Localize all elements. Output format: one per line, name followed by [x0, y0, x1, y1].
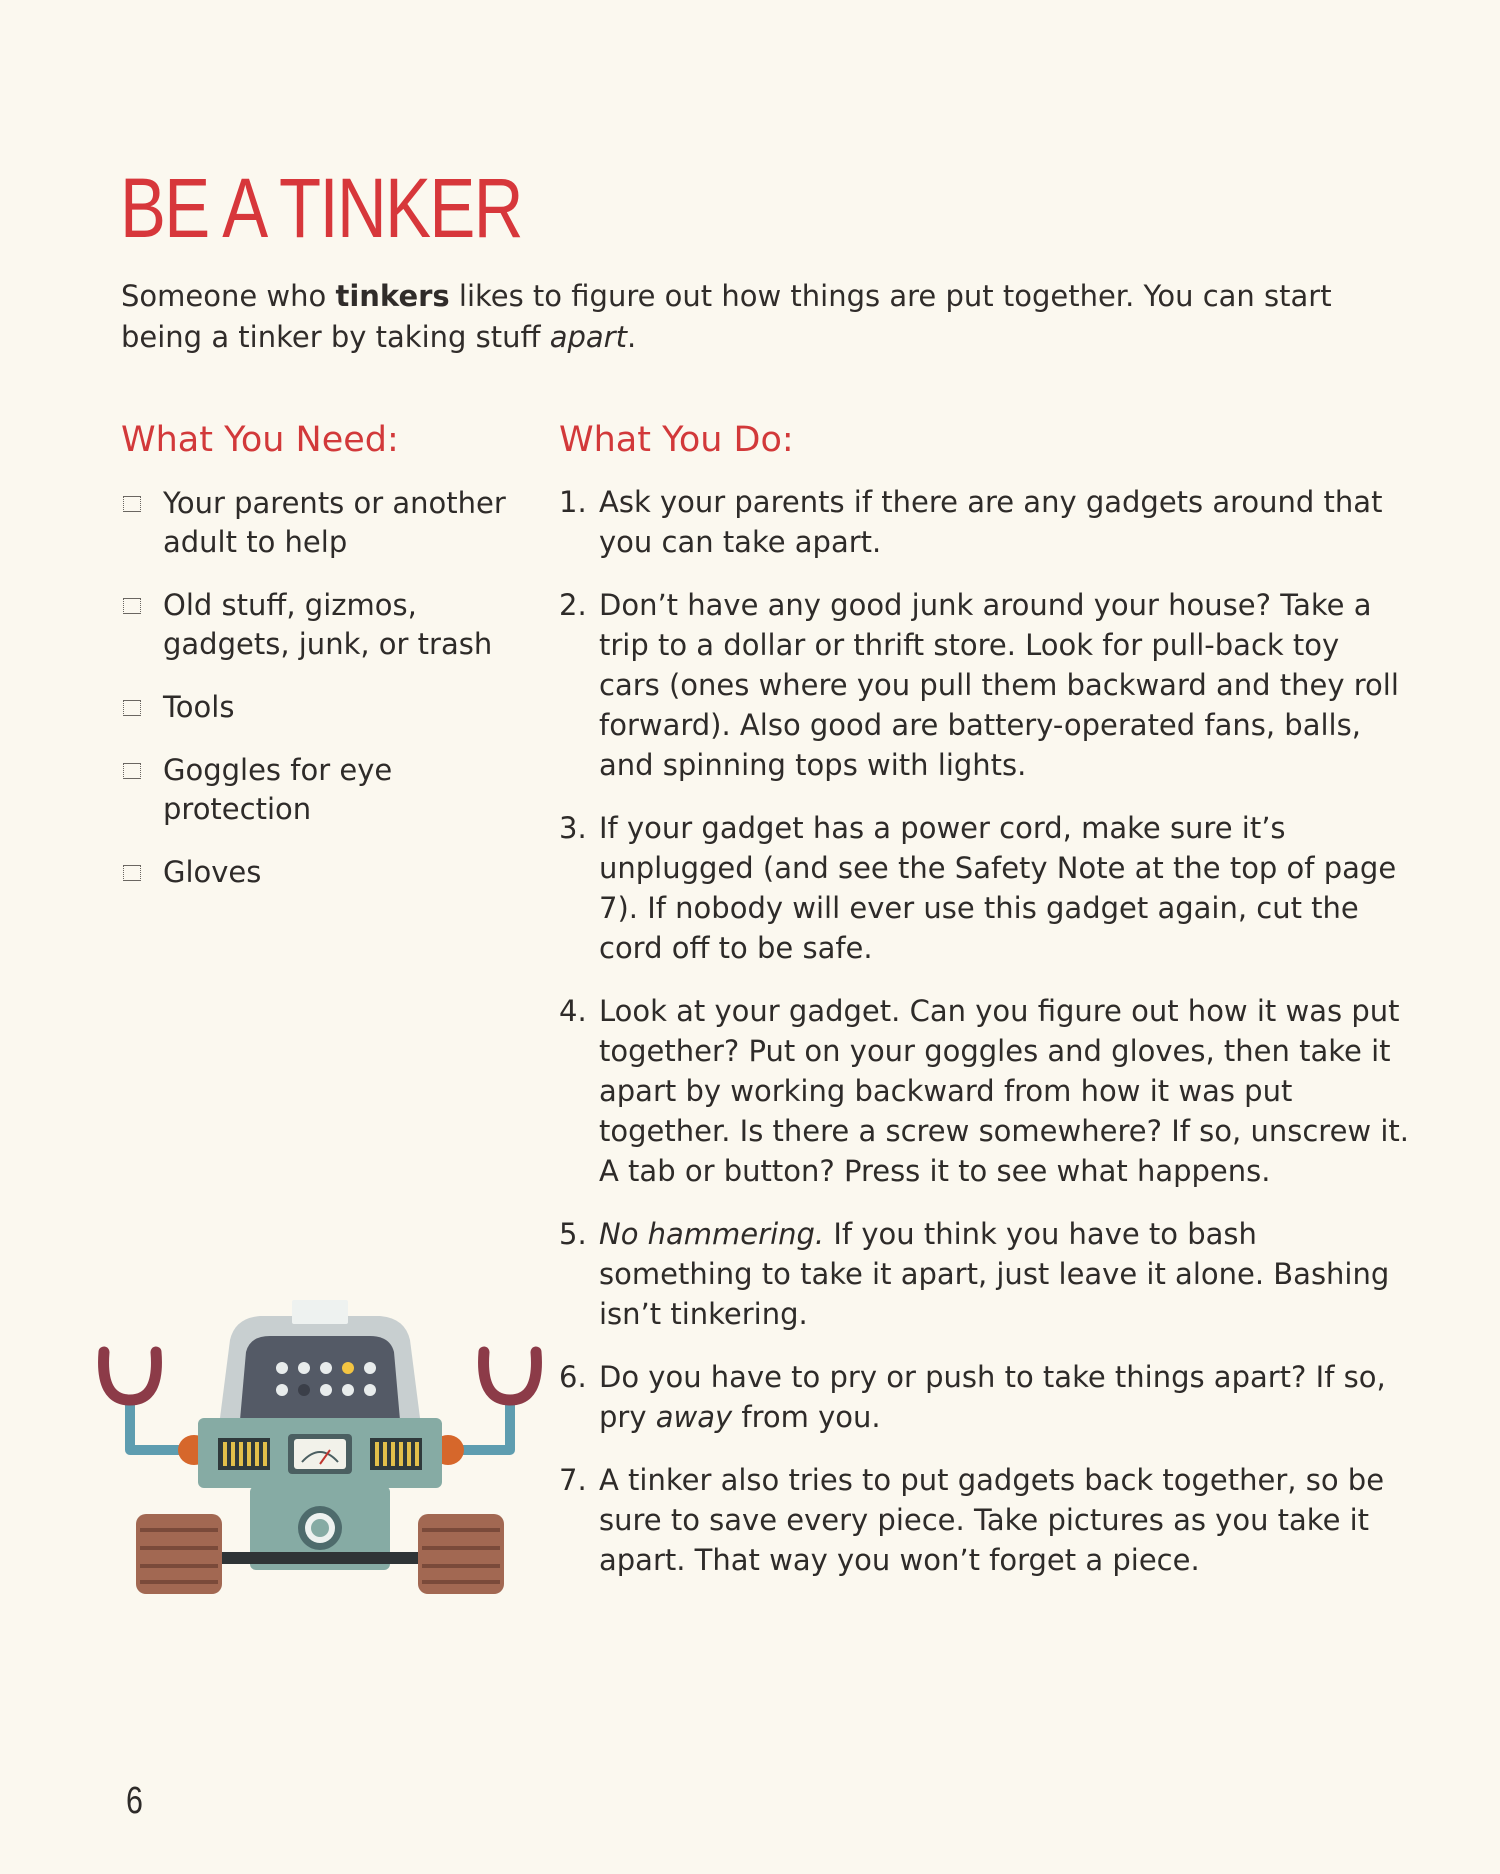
left-claw-icon — [104, 1352, 157, 1400]
step-item — [559, 1214, 1409, 1334]
step-number: 1. — [559, 485, 587, 519]
step-text: A tinker also tries to put gadgets back together, so be sure to save every piece. Take pictures as you take it apart. That way you won’t forget a piece. — [599, 1463, 1385, 1577]
right-claw-icon — [484, 1352, 537, 1400]
robot-face-icon — [240, 1336, 400, 1420]
supply-item — [121, 688, 541, 727]
step-text: Don’t have any good junk around your house? Take a trip to a dollar or thrift store. Look for pull-back toy cars (ones where you pull them backward and they roll forward). Also good are battery-operated fans, balls, and spinning tops with lights. — [599, 588, 1399, 782]
step-italic-text: away — [655, 1400, 733, 1434]
checkbox-icon — [123, 598, 141, 614]
step-text: Do you have to pry or push to take things apart? If so, pry — [599, 1360, 1386, 1434]
supply-item — [121, 586, 541, 664]
page-number: 6 — [126, 1780, 143, 1822]
checkbox-icon — [123, 496, 141, 512]
intro-italic-term: apart — [549, 320, 627, 354]
supply-label: Old stuff, gizmos, gadgets, junk, or trash — [163, 588, 493, 661]
step-number: 3. — [559, 811, 587, 845]
robot-illustration — [90, 1300, 550, 1600]
step-italic-text: No hammering. — [599, 1217, 825, 1251]
supply-item — [121, 484, 541, 562]
checkbox-icon — [123, 700, 141, 716]
page-title: BE A TINKER — [120, 161, 522, 255]
checkbox-icon — [123, 865, 141, 881]
intro-text-middle: likes to figure out how things are put together. You can start being a tinker by taking stuff — [121, 279, 1332, 354]
intro-text-before: Someone who — [121, 279, 336, 313]
axle-icon — [206, 1552, 434, 1564]
step-item — [559, 991, 1409, 1191]
intro-text-after: . — [626, 320, 637, 354]
step-number: 5. — [559, 1217, 587, 1251]
left-arm-icon — [130, 1398, 182, 1450]
step-item — [559, 1357, 1409, 1437]
supply-label: Your parents or another adult to help — [163, 486, 506, 559]
steps-list — [559, 482, 1409, 1603]
supply-label: Tools — [163, 690, 235, 724]
step-number: 2. — [559, 588, 587, 622]
step-text: Look at your gadget. Can you figure out how it was put together? Put on your goggles and gloves, then take it apart by working backward from how it was put together. Is there a screw somewhere? If so, unscrew it. A tab or button? Press it to see what happens. — [599, 994, 1409, 1188]
step-text-after: from you. — [732, 1400, 881, 1434]
right-arm-icon — [458, 1398, 510, 1450]
step-item — [559, 808, 1409, 968]
step-item — [559, 585, 1409, 785]
supply-label: Gloves — [163, 855, 262, 889]
step-number: 6. — [559, 1360, 587, 1394]
antenna-block-icon — [292, 1300, 348, 1324]
step-item — [559, 1460, 1409, 1580]
step-text: If your gadget has a power cord, make sure it’s unplugged (and see the Safety Note at the top of page 7). If nobody will ever use this gadget again, cut the cord off to be safe. — [599, 811, 1397, 965]
what-you-need-heading: What You Need: — [121, 420, 399, 460]
supply-label: Goggles for eye protection — [163, 753, 393, 826]
what-you-do-heading: What You Do: — [559, 420, 794, 460]
step-number: 4. — [559, 994, 587, 1028]
step-text: If you think you have to bash something to take it apart, just leave it alone. Bashing isn’t tinkering. — [599, 1217, 1390, 1331]
checkbox-icon — [123, 763, 141, 779]
intro-bold-term: tinkers — [335, 279, 450, 313]
step-number: 7. — [559, 1463, 587, 1497]
step-text: Ask your parents if there are any gadgets around that you can take apart. — [599, 485, 1383, 559]
intro-paragraph — [121, 276, 1391, 358]
step-item — [559, 482, 1409, 562]
supply-item — [121, 853, 541, 892]
supplies-list — [121, 484, 541, 916]
supply-item — [121, 751, 541, 829]
